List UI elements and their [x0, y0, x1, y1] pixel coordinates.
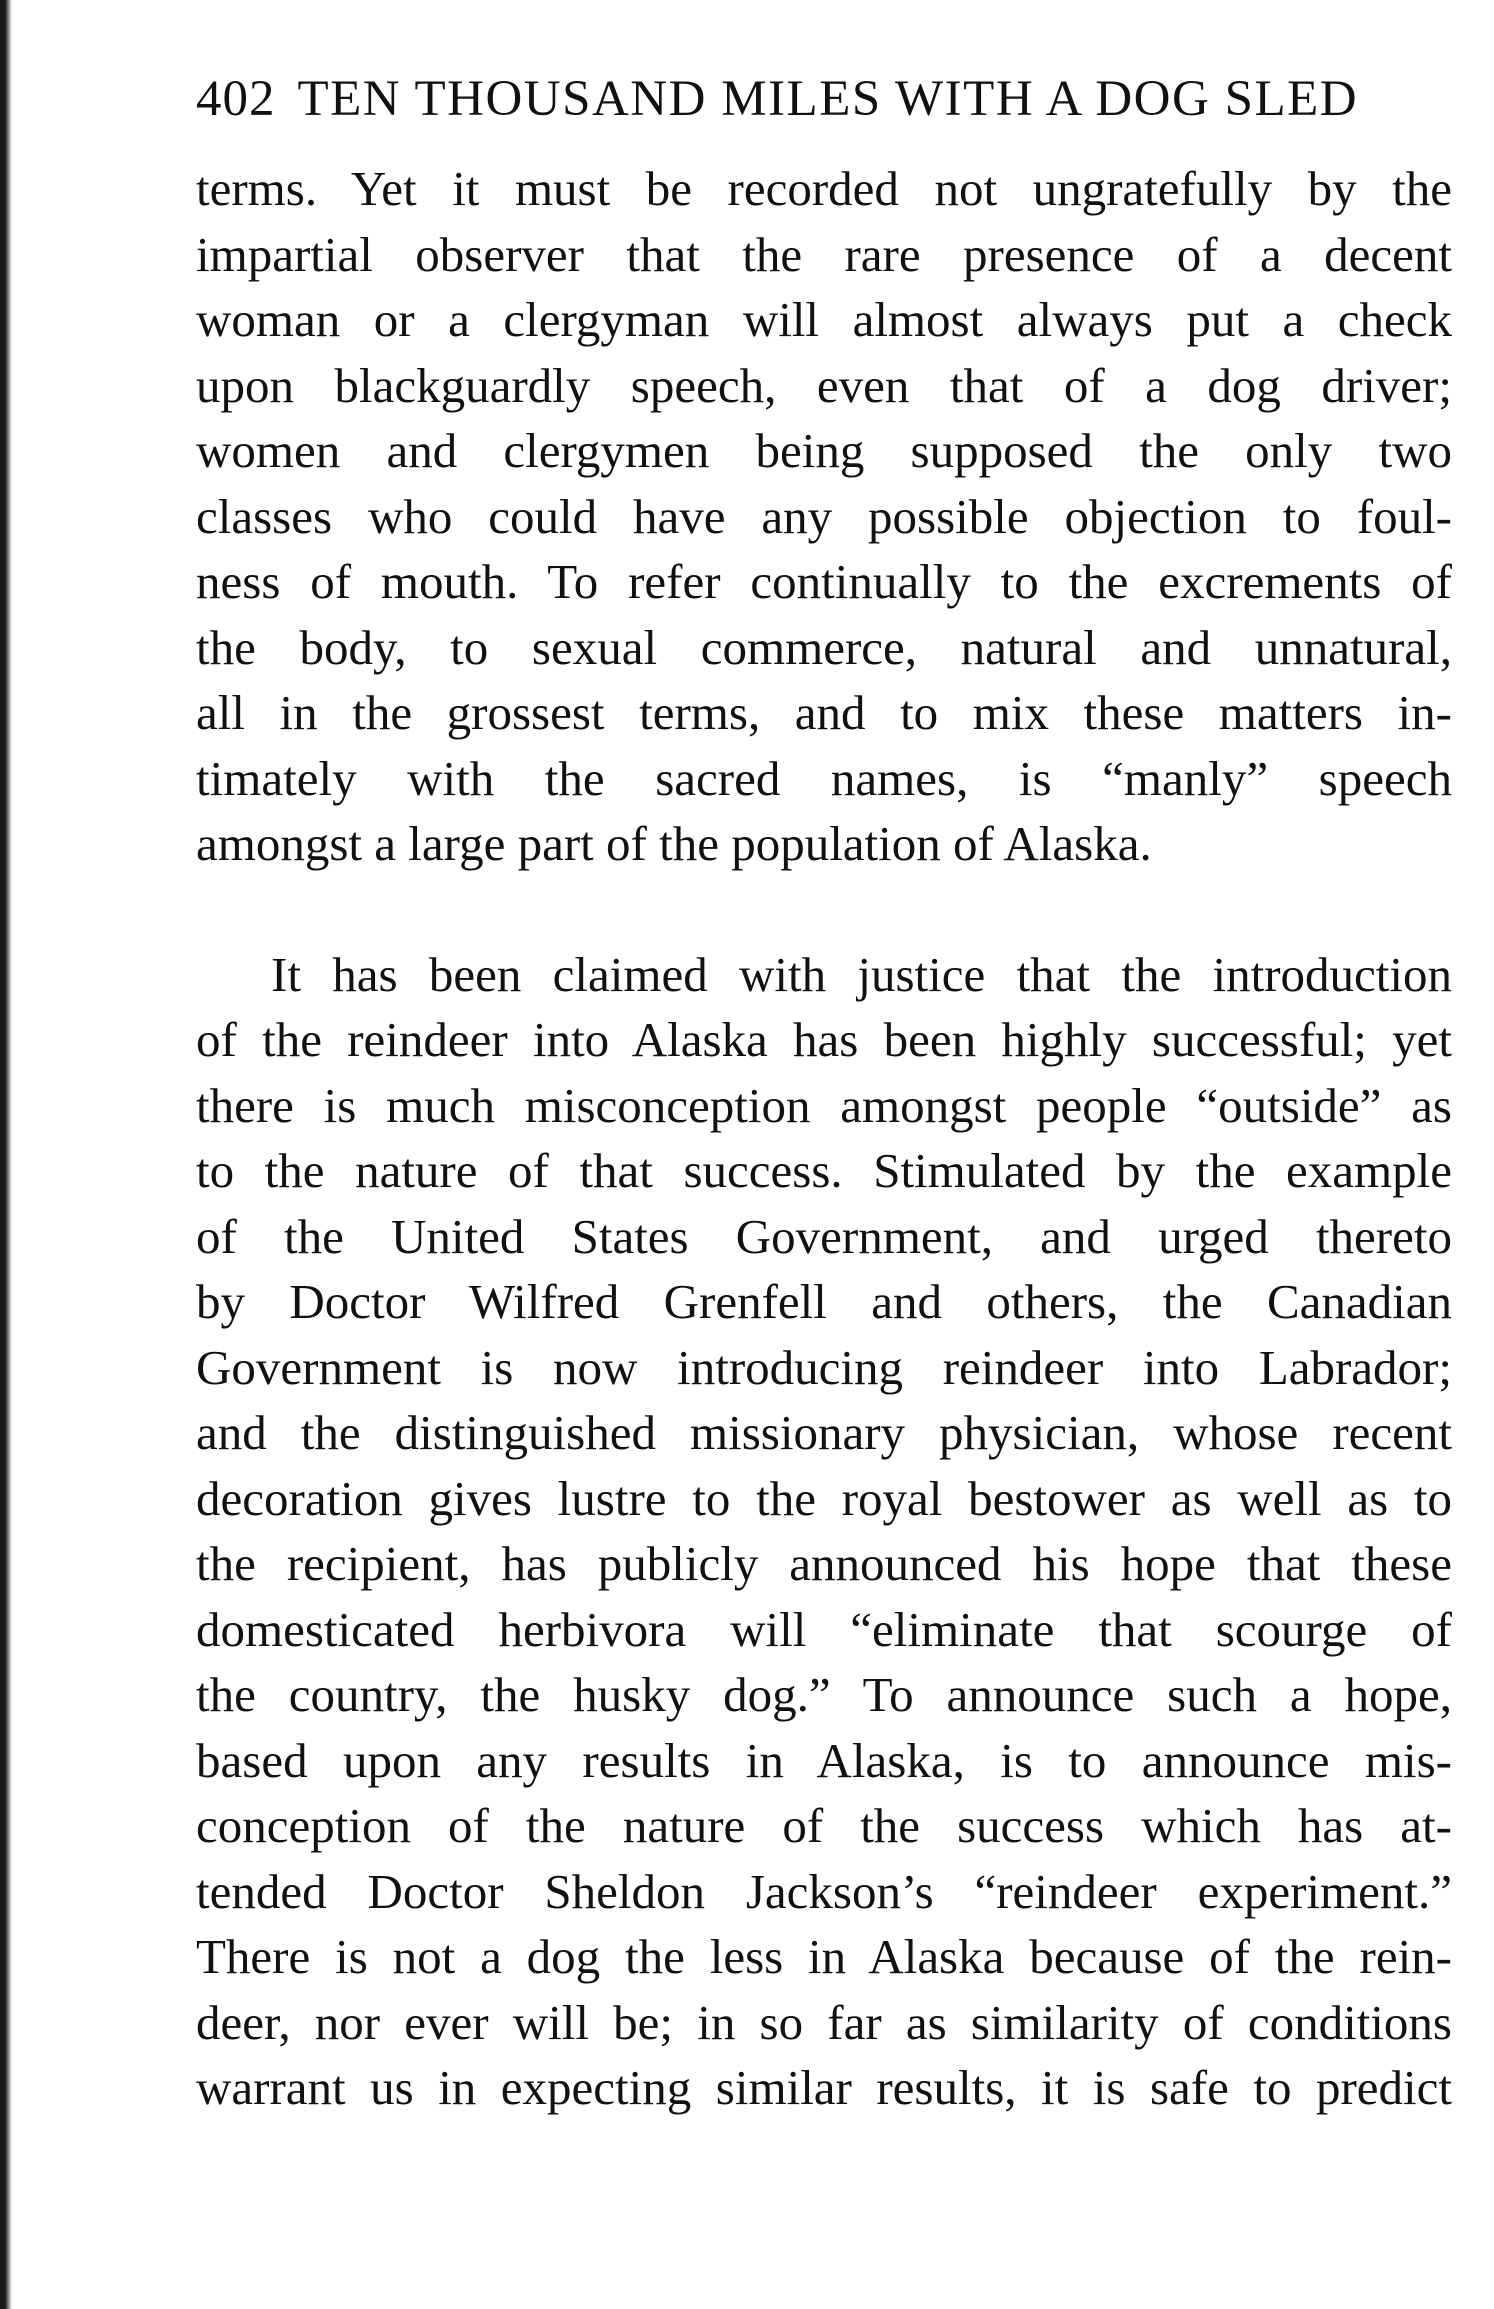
- text-line: conception of the nature of the success which has at-: [196, 1798, 1452, 1853]
- text-line: domesticated herbivora will “eliminate that scourge of: [196, 1601, 1452, 1657]
- text-line: all in the grossest terms, and to mix these matters in-: [196, 685, 1452, 740]
- text-line: the body, to sexual commerce, natural and unnatural,: [196, 619, 1452, 675]
- text-line: decoration gives lustre to the royal bestower as well as to: [196, 1470, 1452, 1526]
- text-line: of the United States Government, and urged thereto: [196, 1208, 1452, 1264]
- text-line: of the reindeer into Alaska has been highly successful; yet: [196, 1012, 1452, 1067]
- text-line: woman or a clergyman will almost always put a check: [196, 292, 1452, 347]
- page-number: 402: [196, 71, 276, 127]
- text-line: to the nature of that success. Stimulated by the example: [196, 1143, 1452, 1198]
- text-line: timately with the sacred names, is “manly” speech: [196, 750, 1452, 806]
- text-line: there is much misconception amongst people “outside” as: [196, 1077, 1452, 1133]
- text-line: warrant us in expecting similar results, it is safe to predict: [196, 2060, 1452, 2115]
- text-line: the recipient, has publicly announced his hope that these: [196, 1536, 1452, 1591]
- text-line: There is not a dog the less in Alaska because of the rein-: [196, 1929, 1452, 1984]
- text-line: by Doctor Wilfred Grenfell and others, the Canadian: [196, 1274, 1452, 1329]
- text-line: amongst a large part of the population of Alaska.: [196, 816, 1152, 871]
- text-line: impartial observer that the rare presence of a decent: [196, 226, 1452, 282]
- page-spine-edge: [0, 0, 12, 2309]
- running-head: [196, 70, 1452, 156]
- text-line: women and clergymen being supposed the only two: [196, 423, 1452, 478]
- book-page: [196, 70, 1452, 2121]
- text-line: It has been claimed with justice that the introduction: [271, 946, 1452, 1002]
- text-line: upon blackguardly speech, even that of a dog driver;: [196, 357, 1452, 413]
- text-line: based upon any results in Alaska, is to announce mis-: [196, 1732, 1452, 1788]
- text-line: tended Doctor Sheldon Jackson’s “reindeer experiment.”: [196, 1863, 1452, 1919]
- running-title: TEN THOUSAND MILES WITH A DOG SLED: [297, 71, 1359, 127]
- text-line: classes who could have any possible objection to foul-: [196, 488, 1452, 544]
- paragraph-1: [196, 156, 1452, 877]
- text-line: deer, nor ever will be; in so far as similarity of conditions: [196, 1994, 1452, 2050]
- text-line: Government is now introducing reindeer into Labrador;: [196, 1339, 1452, 1395]
- paragraph-gap: [196, 877, 1452, 942]
- text-line: the country, the husky dog.” To announce such a hope,: [196, 1667, 1452, 1722]
- text-line: and the distinguished missionary physician, whose recent: [196, 1405, 1452, 1460]
- paragraph-2: [196, 942, 1452, 2121]
- text-line: ness of mouth. To refer continually to the excrements of: [196, 554, 1452, 609]
- text-line: terms. Yet it must be recorded not ungratefully by the: [196, 161, 1452, 216]
